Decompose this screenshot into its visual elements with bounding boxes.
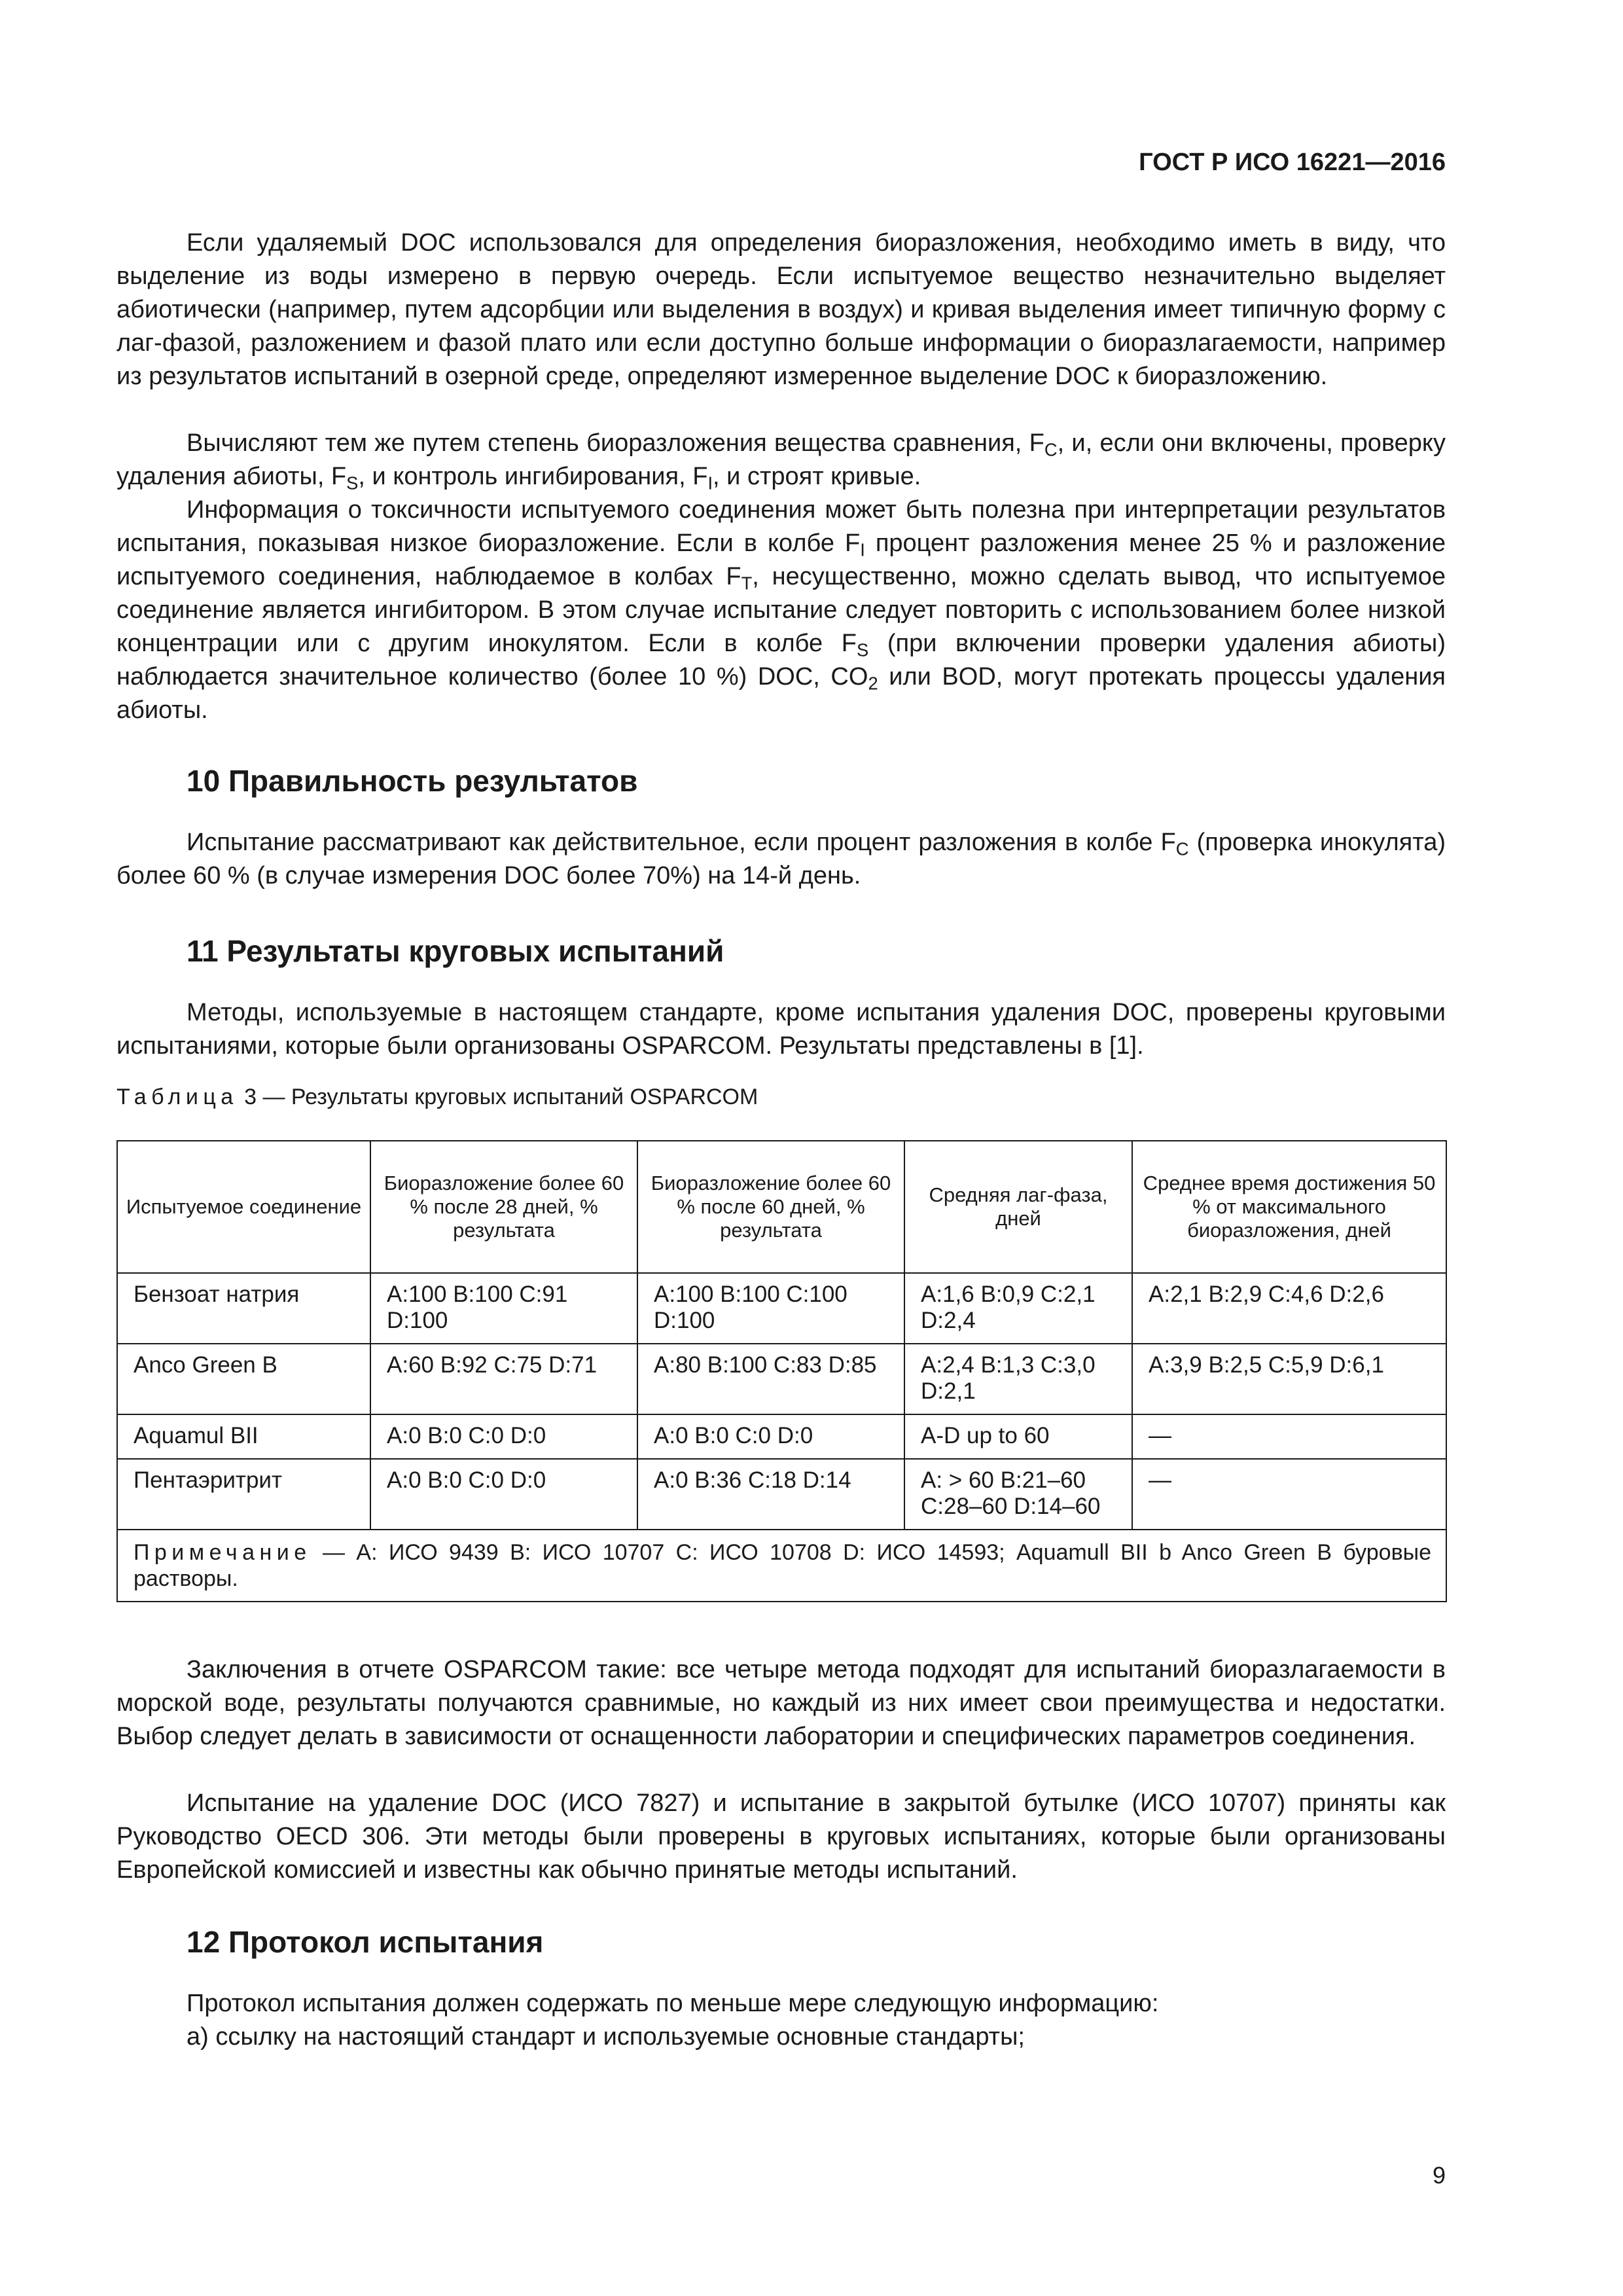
section-12-list-item-a: а) ссылку на настоящий стандарт и используемые основные стандарты; xyxy=(187,2023,1025,2051)
table-cell: — xyxy=(1132,1414,1446,1459)
section-11-paragraph-3: Испытание на удаление DOC (ИСО 7827) и испытание в закрытой бутылке (ИСО 10707) приняты как Руководство OECD 306. Эти методы были проверены в круговых испытаниях, которые были организованы Европейской комиссией и известны как обычно принятые методы испытаний. xyxy=(116,1789,1446,1884)
table-row xyxy=(117,1414,1446,1459)
table-cell: A:100 B:100 C:91 D:100 xyxy=(370,1273,637,1344)
table-cell: A-D up to 60 xyxy=(904,1414,1132,1459)
section-12-intro-line: Протокол испытания должен содержать по меньше мере следующую информацию: xyxy=(187,1990,1159,2017)
table-cell: A:0 B:0 C:0 D:0 xyxy=(637,1414,904,1459)
table-caption: Таблица 3 — Результаты круговых испытаний OSPARCOM xyxy=(116,1085,758,1109)
table-note-row xyxy=(117,1530,1446,1602)
table-header-half-time: Среднее время достижения 50 % от максимального биоразложения, дней xyxy=(1132,1141,1446,1273)
section-11-paragraph-2: Заключения в отчете OSPARCOM такие: все четыре метода подходят для испытаний биоразлагаемости в морской воде, результаты получаются сравнимые, но каждый из них имеет свои преимущества и недостатки. Выбор следует делать в зависимости от оснащенности лаборатории и специфических параметров соединения. xyxy=(116,1656,1446,1750)
table-header-compound: Испытуемое соединение xyxy=(117,1141,370,1273)
table-cell: A: > 60 B:21–60 C:28–60 D:14–60 xyxy=(904,1459,1132,1530)
table-cell: A:3,9 B:2,5 C:5,9 D:6,1 xyxy=(1132,1344,1446,1414)
standard-header: ГОСТ Р ИСО 16221—2016 xyxy=(1139,149,1446,176)
table-header-28-days: Биоразложение более 60 % после 28 дней, % результата xyxy=(370,1141,637,1273)
table-cell: A:2,4 B:1,3 C:3,0 D:2,1 xyxy=(904,1344,1132,1414)
table-cell: A:0 B:0 C:0 D:0 xyxy=(370,1414,637,1459)
page-number: 9 xyxy=(1432,2162,1446,2189)
table-cell: — xyxy=(1132,1459,1446,1530)
intro-paragraph-2: Вычисляют тем же путем степень биоразложения вещества сравнения, $F_C$, и, если они включены, проверку удаления абиоты, $F_S$, и контроль ингибирования, $F_I$, и строят кривые. xyxy=(116,429,1446,493)
table-cell: A:2,1 B:2,9 C:4,6 D:2,6 xyxy=(1132,1273,1446,1344)
table-header-60-days: Биоразложение более 60 % после 60 дней, % результата xyxy=(637,1141,904,1273)
section-11-title: 11 Результаты круговых испытаний xyxy=(187,934,724,968)
section-12-title: 12 Протокол испытания xyxy=(187,1925,544,1959)
table-row xyxy=(117,1273,1446,1344)
section-10-title: 10 Правильность результатов xyxy=(187,764,638,798)
section-10-paragraph: Испытание рассматривают как действительное, если процент разложения в колбе $F_C$ (проверка инокулята) более 60 % (в случае измерения DOC более 70%) на 14-й день. xyxy=(116,829,1446,889)
table-cell: Пентаэритрит xyxy=(117,1459,370,1530)
document-page xyxy=(116,0,1446,2296)
table-note: Примечание — A: ИСО 9439 B: ИСО 10707 C: ИСО 10708 D: ИСО 14593; Aquamull BII b Anco Green B буровые растворы. xyxy=(117,1530,1446,1602)
table-cell: A:100 B:100 C:100 D:100 xyxy=(637,1273,904,1344)
results-table xyxy=(116,1140,1447,1602)
table-cell: A:0 B:0 C:0 D:0 xyxy=(370,1459,637,1530)
table-header-lag-phase: Средняя лаг-фаза, дней xyxy=(904,1141,1132,1273)
table-cell: A:0 B:36 C:18 D:14 xyxy=(637,1459,904,1530)
table-cell: A:80 B:100 C:83 D:85 xyxy=(637,1344,904,1414)
table-cell: A:1,6 B:0,9 C:2,1 D:2,4 xyxy=(904,1273,1132,1344)
table-header-row xyxy=(117,1141,1446,1273)
table-cell: Anco Green B xyxy=(117,1344,370,1414)
intro-paragraph-1: Если удаляемый DOC использовался для определения биоразложения, необходимо иметь в виду, что выделение из воды измерено в первую очередь. Если испытуемое вещество незначительно выделяет абиотически (например, путем адсорбции или выделения в воздух) и кривая выделения имеет типичную форму с лаг-фазой, разложением и фазой плато или если доступно больше информации о биоразлагаемости, например из результатов испытаний в озерной среде, определяют измеренное выделение DOC к биоразложению. xyxy=(116,229,1446,390)
intro-paragraph-3: Информация о токсичности испытуемого соединения может быть полезна при интерпретации результатов испытания, показывая низкое биоразложение. Если в колбе $F_I$ процент разложения менее 25 % и разложение испытуемого соединения, наблюдаемое в колбах $F_T$, несущественно, можно сделать вывод, что испытуемое соединение является ингибитором. В этом случае испытание следует повторить с использованием более низкой концентрации или с другим инокулятом. Если в колбе $F_S$ (при включении проверки удаления абиоты) наблюдается значительное количество (более 10 %) DOC, $CO_2$ или BOD, могут протекать процессы удаления абиоты. xyxy=(116,496,1446,724)
table-row xyxy=(117,1459,1446,1530)
table-cell: Бензоат натрия xyxy=(117,1273,370,1344)
section-11-paragraph-1: Методы, используемые в настоящем стандарте, кроме испытания удаления DOC, проверены круговыми испытаниями, которые были организованы OSPARCOM. Результаты представлены в [1]. xyxy=(116,999,1446,1060)
table-cell: Aquamul BII xyxy=(117,1414,370,1459)
table-cell: A:60 B:92 C:75 D:71 xyxy=(370,1344,637,1414)
table-row xyxy=(117,1344,1446,1414)
